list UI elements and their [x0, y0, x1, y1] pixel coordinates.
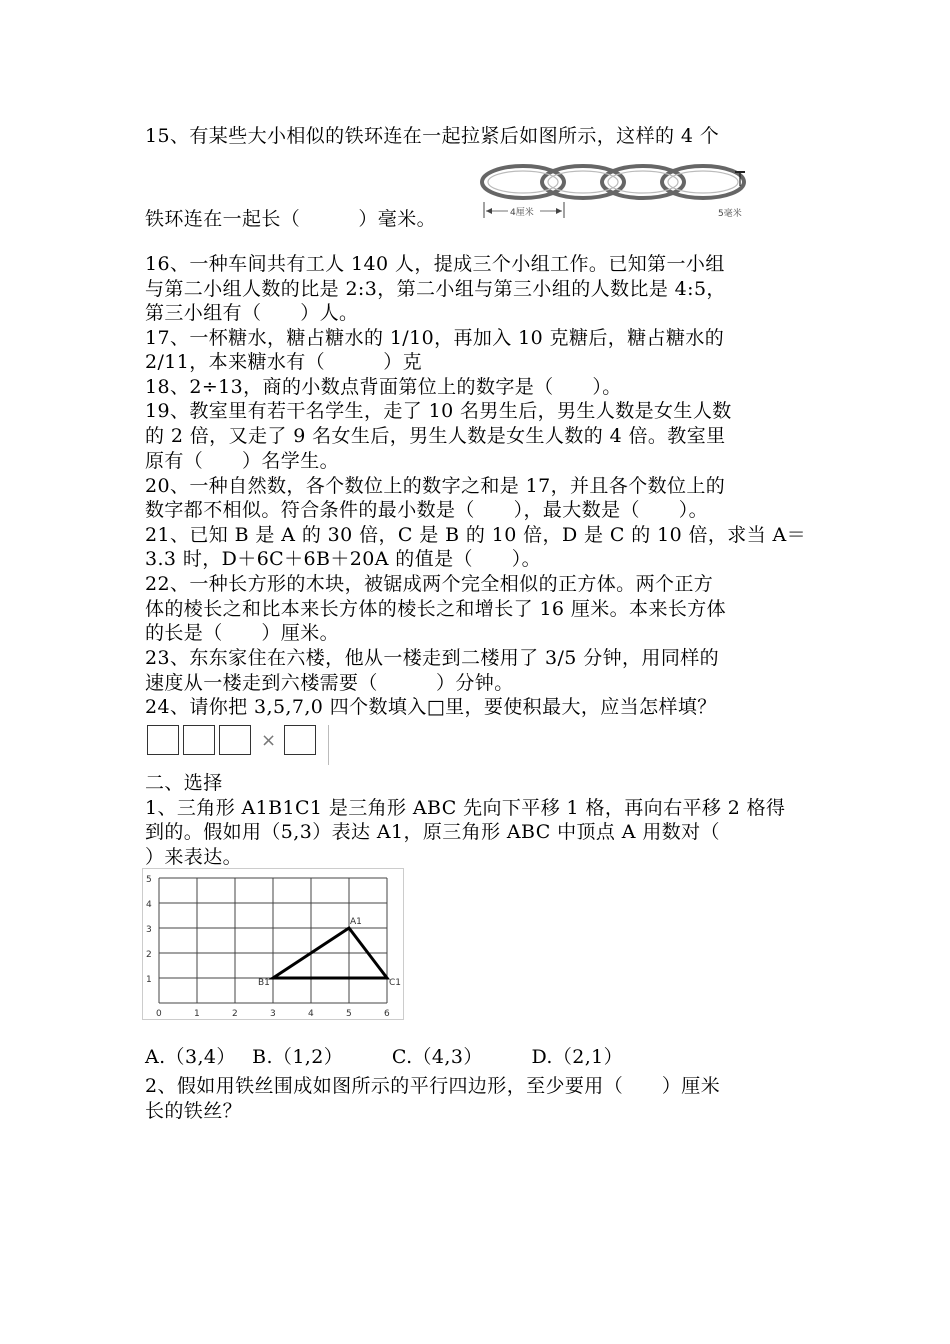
q24-line1: 24、请你把 3,5,7,0 四个数填入□里，要使积最大，应当怎样填？: [145, 696, 717, 718]
q15-line1: 15、有某些大小相似的铁环连在一起拉紧后如图所示，这样的 4 个: [145, 125, 720, 147]
coordinate-grid-figure: [142, 868, 404, 1020]
digit-box-4[interactable]: [284, 725, 316, 755]
x-tick-label: 6: [384, 1009, 390, 1019]
c1-options: A.（3,4） B.（1,2） C.（4,3） D.（2,1）: [145, 1046, 624, 1068]
q17-line2: 2/11，本来糖水有（ ）克: [145, 351, 423, 373]
y-tick-label: 4: [146, 900, 152, 910]
q23-line2: 速度从一楼走到六楼需要（ ）分钟。: [145, 672, 514, 694]
q20-line1: 20、一种自然数，各个数位上的数字之和是 17，并且各个数位上的: [145, 475, 726, 497]
c1-line2: 到的。假如用（5,3）表达 A1，原三角形 ABC 中顶点 A 用数对（: [145, 821, 720, 843]
c1-line3: ）来表达。: [145, 846, 243, 868]
c2-line1: 2、假如用铁丝围成如图所示的平行四边形，至少要用（ ）厘米: [145, 1075, 721, 1097]
q23-line1: 23、东东家住在六楼，他从一楼走到二楼用了 3/5 分钟，用同样的: [145, 647, 720, 669]
y-tick-label: 5: [146, 875, 152, 885]
q16-line3: 第三小组有（ ）人。: [145, 302, 359, 324]
section-title: 二、选择: [145, 772, 223, 794]
point-label-c1: C1: [389, 978, 402, 988]
iron-rings-figure: [478, 156, 752, 224]
x-tick-label: 2: [232, 1009, 238, 1019]
q20-line2: 数字都不相似。符合条件的最小数是（ ），最大数是（ ）。: [145, 499, 709, 521]
x-tick-label: 4: [308, 1009, 314, 1019]
q15-line2: 铁环连在一起长（ ）毫米。: [145, 208, 437, 230]
y-tick-label: 2: [146, 950, 152, 960]
q22-line3: 的长是（ ）厘米。: [145, 622, 340, 644]
q16-line1: 16、一种车间共有工人 140 人，提成三个小组工作。已知第一小组: [145, 253, 725, 275]
digit-box-1[interactable]: [147, 725, 179, 755]
q19-line1: 19、教室里有若干名学生，走了 10 名男生后，男生人数是女生人数: [145, 400, 732, 422]
thickness-label: 5毫米: [718, 209, 742, 219]
y-tick-label: 3: [146, 925, 152, 935]
q22-line2: 体的棱长之和比本来长方体的棱长之和增长了 16 厘米。本来长方体: [145, 598, 727, 620]
q19-line3: 原有（ ）名学生。: [145, 450, 340, 472]
x-tick-label: 1: [194, 1009, 200, 1019]
y-tick-label: 1: [146, 975, 152, 985]
multiplication-boxes: [147, 725, 329, 765]
times-sign: ×: [261, 729, 277, 751]
q17-line1: 17、一杯糖水，糖占糖水的 1/10，再加入 10 克糖后，糖占糖水的: [145, 327, 725, 349]
point-label-b1: B1: [258, 978, 270, 988]
point-label-a1: A1: [350, 917, 362, 927]
x-tick-label: 3: [270, 1009, 276, 1019]
length-label: 4厘米: [510, 208, 534, 218]
digit-box-2[interactable]: [183, 725, 215, 755]
q21-line2: 3.3 时，D＋6C＋6B＋20A 的值是（ ）。: [145, 548, 542, 570]
q18-line1: 18、2÷13，商的小数点背面第位上的数字是（ ）。: [145, 376, 622, 398]
c1-line1: 1、三角形 A1B1C1 是三角形 ABC 先向下平移 1 格，再向右平移 2 格得: [145, 797, 786, 819]
q22-line1: 22、一种长方形的木块，被锯成两个完全相似的正方体。两个正方: [145, 573, 714, 595]
q16-line2: 与第二小组人数的比是 2:3，第二小组与第三小组的人数比是 4:5，: [145, 278, 726, 300]
x-tick-label: 5: [346, 1009, 352, 1019]
c2-line2: 长的铁丝？: [145, 1100, 243, 1122]
x-tick-label: 0: [156, 1009, 162, 1019]
q21-line1: 21、已知 B 是 A 的 30 倍，C 是 B 的 10 倍，D 是 C 的 10 倍，求当 A＝: [145, 524, 807, 546]
q19-line2: 的 2 倍，又走了 9 名女生后，男生人数是女生人数的 4 倍。教室里: [145, 425, 726, 447]
digit-box-3[interactable]: [219, 725, 251, 755]
